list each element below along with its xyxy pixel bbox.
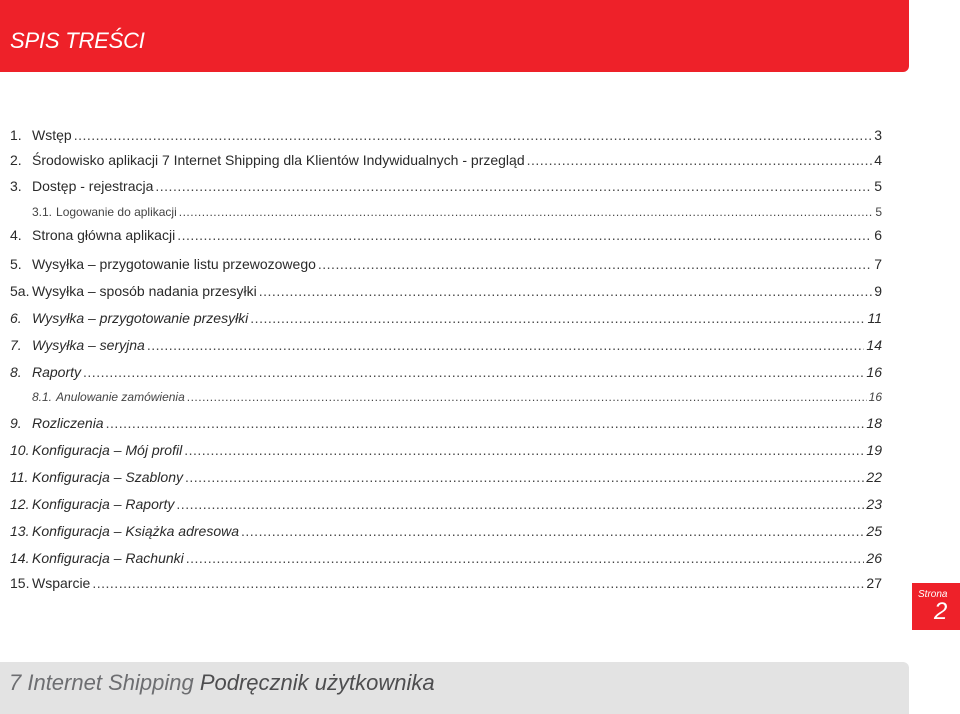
toc-entry-label: Wysyłka – seryjna <box>32 337 145 353</box>
toc-entry-label: Konfiguracja – Rachunki <box>32 550 184 566</box>
toc-dot-leader <box>241 523 864 539</box>
toc-entry-label: Logowanie do aplikacji <box>56 205 177 219</box>
toc-entry-page: 7 <box>874 256 882 272</box>
toc-entry-label: Konfiguracja – Raporty <box>32 496 175 512</box>
toc-entry[interactable] <box>32 204 882 220</box>
toc-entry[interactable] <box>10 337 882 353</box>
toc-entry-number: 8. <box>10 364 22 380</box>
toc-dot-leader <box>250 310 865 326</box>
toc-entry-label: Wsparcie <box>32 575 91 591</box>
toc-entry[interactable] <box>10 496 882 512</box>
toc-entry-page: 22 <box>866 469 882 485</box>
toc-entry-page: 18 <box>866 415 882 431</box>
page-word-label: Strona <box>918 589 948 600</box>
toc-entry-page: 11 <box>867 310 882 326</box>
toc-entry[interactable] <box>10 256 882 272</box>
toc-dot-leader <box>155 178 872 194</box>
toc-entry-page: 9 <box>874 283 882 299</box>
toc-dot-leader <box>106 415 865 431</box>
toc-entry[interactable] <box>10 283 882 299</box>
toc-dot-leader <box>184 442 864 458</box>
toc-entry-page: 25 <box>866 523 882 539</box>
toc-entry-page: 4 <box>874 152 882 168</box>
toc-entry[interactable] <box>10 364 882 380</box>
toc-entry-number: 12. <box>10 496 30 512</box>
toc-entry-page: 19 <box>866 442 882 458</box>
toc-entry-number: 6. <box>10 310 22 326</box>
toc-entry-number: 4. <box>10 227 22 243</box>
toc-dot-leader <box>177 227 872 243</box>
toc-entry-number: 3. <box>10 178 22 194</box>
toc-entry-label: Konfiguracja – Szablony <box>32 469 183 485</box>
toc-entry-label: Konfiguracja – Książka adresowa <box>32 523 240 539</box>
toc-entry[interactable] <box>10 523 882 539</box>
page-number: 2 <box>934 598 948 625</box>
toc-entry[interactable] <box>32 389 882 405</box>
toc-entry-number: 11. <box>10 469 29 485</box>
toc-entry-page: 23 <box>866 496 882 512</box>
footer-document-name: Podręcznik użytkownika <box>199 670 435 695</box>
toc-entry-number: 10. <box>10 442 30 458</box>
toc-entry-label: Środowisko aplikacji 7 Internet Shipping dla Klientów Indywidualnych - przegląd <box>32 152 525 168</box>
toc-dot-leader <box>176 496 864 512</box>
toc-entry-label: Raporty <box>32 364 82 380</box>
footer-product-name: 7 Internet Shipping <box>9 670 194 695</box>
toc-entry-page: 27 <box>866 575 882 591</box>
toc-entry-page: 16 <box>868 390 882 404</box>
toc-entry[interactable] <box>10 469 882 485</box>
toc-entry-number: 9. <box>10 415 22 431</box>
toc-entry-label: Strona główna aplikacji <box>32 227 176 243</box>
toc-entry-number: 1. <box>10 127 22 143</box>
footer-title <box>9 670 435 696</box>
toc-entry-label: Konfiguracja – Mój profil <box>32 442 183 458</box>
toc-entry-label: Dostęp - rejestracja <box>32 178 154 194</box>
toc-entry[interactable] <box>10 310 882 326</box>
toc-entry-number: 7. <box>10 337 22 353</box>
toc-entry-label: Wysyłka – przygotowanie listu przewozowego <box>32 256 316 272</box>
toc-entry[interactable] <box>10 152 882 168</box>
toc-entry-page: 6 <box>874 227 882 243</box>
toc-dot-leader <box>186 550 865 566</box>
toc-entry-page: 5 <box>874 178 882 194</box>
toc-dot-leader <box>259 283 872 299</box>
toc-entry-number: 5a. <box>10 283 30 299</box>
toc-dot-leader <box>147 337 865 353</box>
toc-entry-number: 14. <box>10 550 30 566</box>
toc-entry-label: Wstęp <box>32 127 72 143</box>
toc-entry-page: 16 <box>866 364 882 380</box>
toc-entry-page: 14 <box>866 337 882 353</box>
toc-entry-label: Anulowanie zamówienia <box>56 390 185 404</box>
toc-entry-page: 26 <box>866 550 882 566</box>
toc-entry-number: 3.1. <box>32 205 53 219</box>
toc-dot-leader <box>74 127 873 143</box>
toc-entry-label: Wysyłka – przygotowanie przesyłki <box>32 310 249 326</box>
toc-dot-leader <box>185 469 864 485</box>
toc-entry-label: Wysyłka – sposób nadania przesyłki <box>32 283 257 299</box>
toc-entry-page: 3 <box>874 127 882 143</box>
toc-dot-leader <box>179 204 874 220</box>
toc-entry-number: 8.1. <box>32 390 53 404</box>
toc-entry[interactable] <box>10 575 882 591</box>
toc-entry[interactable] <box>10 227 882 243</box>
page-title: SPIS TREŚCI <box>10 28 145 53</box>
toc-entry[interactable] <box>10 127 882 143</box>
toc-entry-label: Rozliczenia <box>32 415 104 431</box>
toc-entry-number: 15. <box>10 575 30 591</box>
toc-dot-leader <box>83 364 864 380</box>
toc-entry-number: 5. <box>10 256 22 272</box>
toc-dot-leader <box>318 256 872 272</box>
toc-dot-leader <box>187 389 867 405</box>
toc-dot-leader <box>527 152 873 168</box>
toc-dot-leader <box>92 575 864 591</box>
toc-entry[interactable] <box>10 415 882 431</box>
toc-entry[interactable] <box>10 550 882 566</box>
toc-entry[interactable] <box>10 178 882 194</box>
toc-entry-number: 2. <box>10 152 22 168</box>
toc-entry-page: 5 <box>875 205 882 219</box>
toc-entry[interactable] <box>10 442 882 458</box>
toc-entry-number: 13. <box>10 523 30 539</box>
